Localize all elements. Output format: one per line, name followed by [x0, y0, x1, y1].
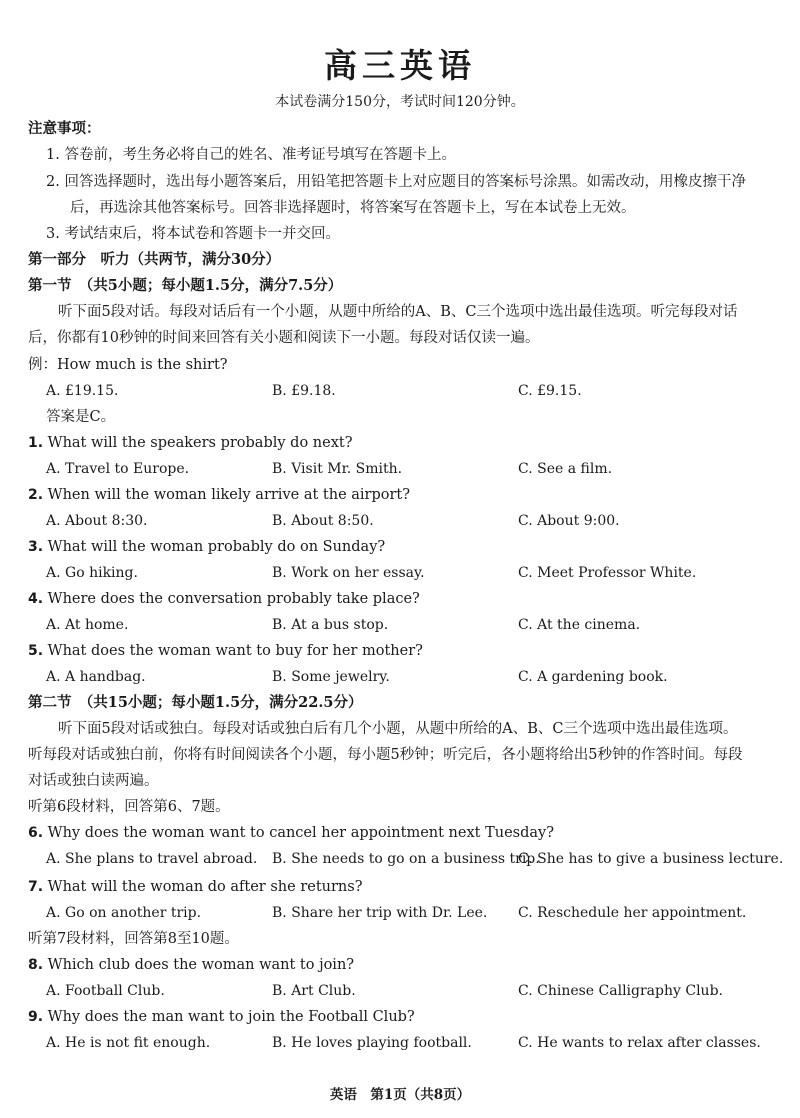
question-4-option-b[interactable]: B. At a bus stop.	[272, 617, 389, 633]
example-option-b: B. £9.18.	[272, 383, 336, 399]
question-6	[28, 822, 554, 844]
question-number: 6.	[28, 825, 44, 841]
question-text: What will the speakers probably do next?	[47, 435, 353, 451]
question-7	[28, 876, 362, 898]
question-9	[28, 1006, 415, 1028]
question-9-option-a[interactable]: A. He is not fit enough.	[46, 1035, 211, 1051]
question-2	[28, 484, 410, 506]
question-5	[28, 640, 423, 662]
question-8	[28, 954, 354, 976]
question-text: Why does the man want to join the Football Club?	[47, 1009, 415, 1025]
question-number: 7.	[28, 879, 44, 895]
question-2-option-a[interactable]: A. About 8:30.	[46, 513, 148, 529]
note-item: 1. 答卷前，考生务必将自己的姓名、准考证号填写在答题卡上。	[46, 147, 456, 163]
material-6-label: 听第6段材料，回答第6、7题。	[28, 799, 230, 815]
question-7-option-c[interactable]: C. Reschedule her appointment.	[518, 905, 747, 921]
notes-heading: 注意事项：	[28, 120, 101, 137]
material-7-label: 听第7段材料，回答第8至10题。	[28, 931, 239, 947]
question-6-option-b[interactable]: B. She needs to go on a business trip.	[272, 851, 540, 867]
note-item: 2. 回答选择题时，选出每小题答案后，用铅笔把答题卡上对应题目的答案标号涂黑。如需改动，用橡皮擦干净	[46, 174, 746, 190]
page-title: 高三英语	[324, 46, 476, 85]
example-prompt: 例：How much is the shirt?	[28, 357, 228, 373]
page-footer: 英语 第1页（共8页）	[329, 1087, 471, 1103]
question-2-option-b[interactable]: B. About 8:50.	[272, 513, 374, 529]
question-text: What does the woman want to buy for her mother?	[47, 643, 423, 659]
section1-heading: 第一节 （共5小题；每小题1.5分，满分7.5分）	[28, 277, 343, 294]
question-8-option-c[interactable]: C. Chinese Calligraphy Club.	[518, 983, 723, 999]
question-7-option-b[interactable]: B. Share her trip with Dr. Lee.	[272, 905, 488, 921]
question-text: Which club does the woman want to join?	[47, 957, 355, 973]
question-number: 4.	[28, 591, 44, 607]
question-text: What will the woman do after she returns?	[47, 879, 363, 895]
question-4-option-c[interactable]: C. At the cinema.	[518, 617, 641, 633]
question-2-option-c[interactable]: C. About 9:00.	[518, 513, 620, 529]
example-option-a: A. £19.15.	[46, 383, 119, 399]
question-text: What will the woman probably do on Sunday?	[47, 539, 386, 555]
question-6-option-c[interactable]: C. She has to give a business lecture.	[518, 851, 784, 867]
question-4	[28, 588, 420, 610]
question-3-option-c[interactable]: C. Meet Professor White.	[518, 565, 697, 581]
question-5-option-b[interactable]: B. Some jewelry.	[272, 669, 390, 685]
question-1	[28, 432, 353, 454]
note-item: 后，再选涂其他答案标号。回答非选择题时，将答案写在答题卡上，写在本试卷上无效。	[70, 200, 636, 216]
section2-instructions: 听下面5段对话或独白。每段对话或独白后有几个小题，从题中所给的A、B、C三个选项中选出最佳选项。	[58, 721, 738, 737]
note-item: 3. 考试结束后，将本试卷和答题卡一并交回。	[46, 226, 340, 242]
question-number: 3.	[28, 539, 44, 555]
question-6-option-a[interactable]: A. She plans to travel abroad.	[46, 851, 258, 867]
section1-instructions: 后，你都有10秒钟的时间来回答有关小题和阅读下一小题。每段对话仅读一遍。	[28, 330, 540, 346]
example-option-c: C. £9.15.	[518, 383, 582, 399]
question-text: Why does the woman want to cancel her appointment next Tuesday?	[47, 825, 555, 841]
question-8-option-a[interactable]: A. Football Club.	[46, 983, 165, 999]
question-9-option-b[interactable]: B. He loves playing football.	[272, 1035, 472, 1051]
question-8-option-b[interactable]: B. Art Club.	[272, 983, 356, 999]
section2-instructions: 对话或独白读两遍。	[28, 773, 159, 789]
question-1-option-c[interactable]: C. See a film.	[518, 461, 613, 477]
exam-subtitle: 本试卷满分150分，考试时间120分钟。	[275, 94, 525, 110]
question-number: 5.	[28, 643, 44, 659]
question-5-option-c[interactable]: C. A gardening book.	[518, 669, 668, 685]
question-number: 9.	[28, 1009, 44, 1025]
question-1-option-b[interactable]: B. Visit Mr. Smith.	[272, 461, 403, 477]
section1-instructions: 听下面5段对话。每段对话后有一个小题，从题中所给的A、B、C三个选项中选出最佳选项。听完每段对话	[58, 304, 738, 320]
question-3-option-b[interactable]: B. Work on her essay.	[272, 565, 425, 581]
question-7-option-a[interactable]: A. Go on another trip.	[46, 905, 202, 921]
question-5-option-a[interactable]: A. A handbag.	[46, 669, 146, 685]
question-number: 8.	[28, 957, 44, 973]
question-9-option-c[interactable]: C. He wants to relax after classes.	[518, 1035, 761, 1051]
question-text: When will the woman likely arrive at the airport?	[47, 487, 411, 503]
question-number: 2.	[28, 487, 44, 503]
question-3	[28, 536, 385, 558]
example-answer: 答案是C。	[46, 409, 116, 425]
question-number: 1.	[28, 435, 44, 451]
section2-instructions: 听每段对话或独白前，你将有时间阅读各个小题，每小题5秒钟；听完后，各小题将给出5秒钟的作答时间。每段	[28, 747, 743, 763]
question-1-option-a[interactable]: A. Travel to Europe.	[46, 461, 190, 477]
section2-heading: 第二节 （共15小题；每小题1.5分，满分22.5分）	[28, 694, 363, 711]
question-text: Where does the conversation probably take place?	[47, 591, 420, 607]
part1-heading: 第一部分 听力（共两节，满分30分）	[28, 251, 281, 268]
question-3-option-a[interactable]: A. Go hiking.	[46, 565, 138, 581]
question-4-option-a[interactable]: A. At home.	[46, 617, 129, 633]
